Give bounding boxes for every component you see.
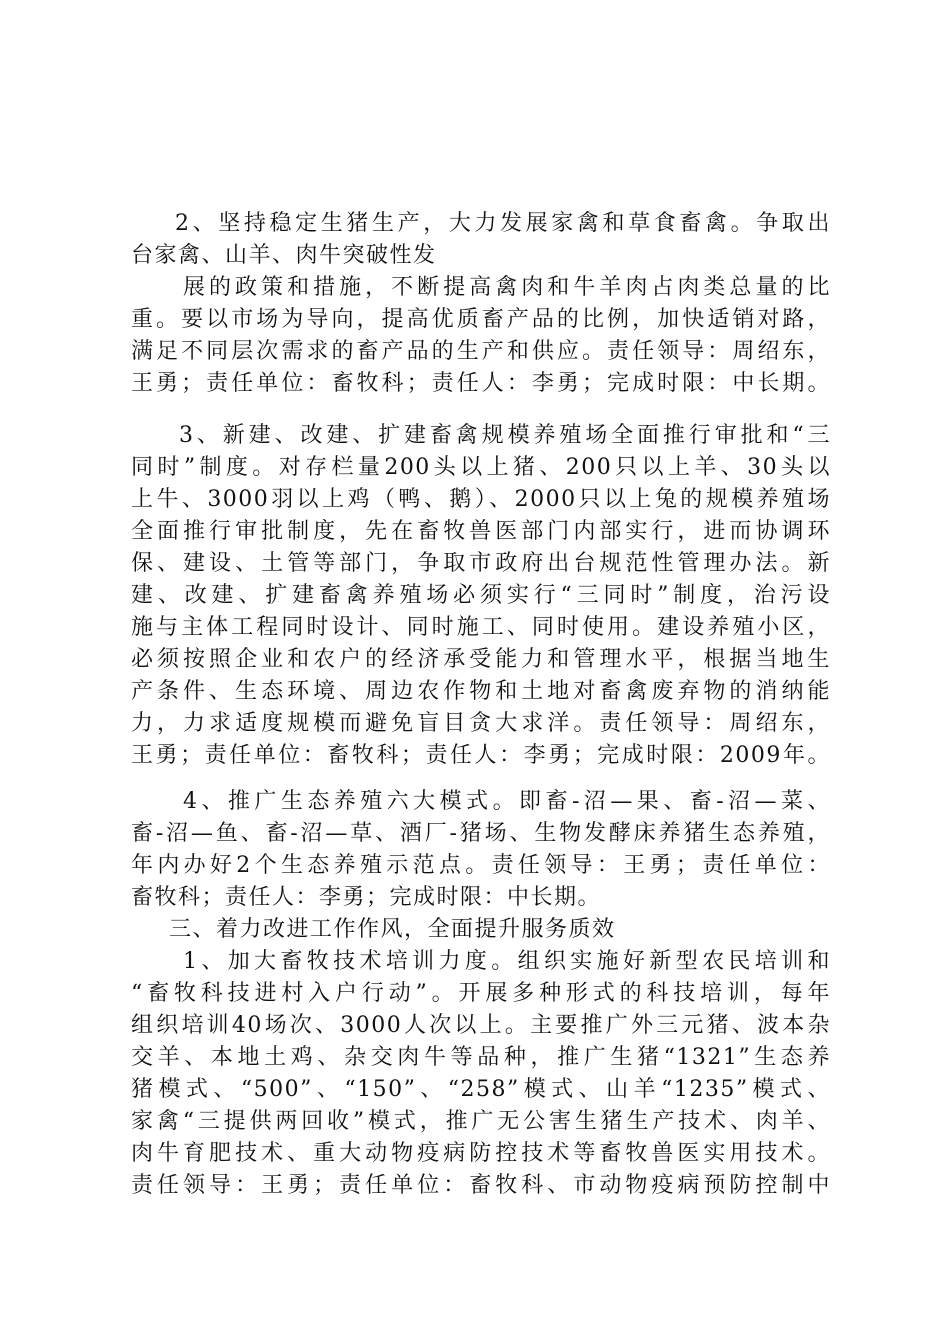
section-heading-text: 三、着力改进工作作风，全面提升服务质效 [169, 917, 616, 942]
paragraph-line: 力，力求适度规模而避免盲目贪大求洋。责任领导：周绍东， [131, 711, 831, 736]
paragraph-5 [131, 946, 831, 1202]
paragraph-line: 建、改建、扩建畜禽养殖场必须实行“三同时”制度，治污设 [131, 583, 831, 608]
paragraph-line: 2、坚持稳定生猪生产，大力发展家禽和草食畜禽。争取出 [175, 211, 831, 236]
paragraph-3 [131, 420, 831, 772]
paragraph-line: 施与主体工程同时设计、同时施工、同时使用。建设养殖小区， [131, 615, 831, 640]
paragraph-line: 交羊、本地土鸡、杂交肉牛等品种，推广生猪“1321”生态养 [131, 1045, 831, 1070]
paragraph-line: 责任领导：王勇；责任单位：畜牧科、市动物疫病预防控制中 [131, 1173, 831, 1198]
paragraph-line: 产条件、生态环境、周边农作物和土地对畜禽废弃物的消纳能 [131, 679, 831, 704]
paragraph-line: 保、建设、土管等部门，争取市政府出台规范性管理办法。新 [131, 551, 831, 576]
paragraph-line: 必须按照企业和农户的经济承受能力和管理水平，根据当地生 [131, 647, 831, 672]
paragraph-line: 4、推广生态养殖六大模式。即畜-沼—果、畜-沼—菜、 [183, 789, 831, 814]
paragraph-line: 家禽“三提供两回收”模式，推广无公害生猪生产技术、肉羊、 [131, 1109, 831, 1134]
paragraph-line: 肉牛育肥技术、重大动物疫病防控技术等畜牧兽医实用技术。 [131, 1141, 831, 1166]
section-heading [131, 914, 831, 946]
paragraph-2-continued [131, 272, 831, 400]
paragraph-line: 满足不同层次需求的畜产品的生产和供应。责任领导：周绍东， [131, 339, 831, 364]
paragraph-line: 畜牧科；责任人：李勇；完成时限：中长期。 [131, 885, 602, 910]
paragraph-line: 重。要以市场为导向，提高优质畜产品的比例，加快适销对路， [131, 307, 831, 332]
paragraph-line: 王勇；责任单位：畜牧科；责任人：李勇；完成时限：2009年。 [131, 743, 831, 768]
paragraph-line: 全面推行审批制度，先在畜牧兽医部门内部实行，进而协调环 [131, 519, 831, 544]
paragraph-line: 猪模式、“500”、“150”、“258”模式、山羊“1235”模式、 [131, 1077, 831, 1102]
paragraph-line: 3、新建、改建、扩建畜禽规模养殖场全面推行审批和“三 [179, 423, 831, 448]
paragraph-line: “畜牧科技进村入户行动”。开展多种形式的科技培训，每年 [131, 981, 831, 1006]
paragraph-line: 展的政策和措施，不断提高禽肉和牛羊肉占肉类总量的比 [183, 275, 831, 300]
paragraph-line: 组织培训40场次、3000人次以上。主要推广外三元猪、波本杂 [131, 1013, 831, 1038]
paragraph-line: 年内办好2个生态养殖示范点。责任领导：王勇；责任单位： [131, 853, 831, 878]
paragraph-line: 1、加大畜牧技术培训力度。组织实施好新型农民培训和 [183, 949, 831, 974]
paragraph-2 [131, 208, 831, 272]
paragraph-line: 上牛、3000羽以上鸡（鸭、鹅）、2000只以上兔的规模养殖场 [131, 487, 831, 512]
paragraph-line: 畜-沼—鱼、畜-沼—草、酒厂-猪场、生物发酵床养猪生态养殖， [131, 821, 831, 846]
paragraph-line: 台家禽、山羊、肉牛突破性发 [131, 243, 437, 268]
paragraph-line: 王勇；责任单位：畜牧科；责任人：李勇；完成时限：中长期。 [131, 371, 831, 396]
paragraph-line: 同时”制度。对存栏量200头以上猪、200只以上羊、30头以 [131, 455, 831, 480]
paragraph-4 [131, 786, 831, 914]
